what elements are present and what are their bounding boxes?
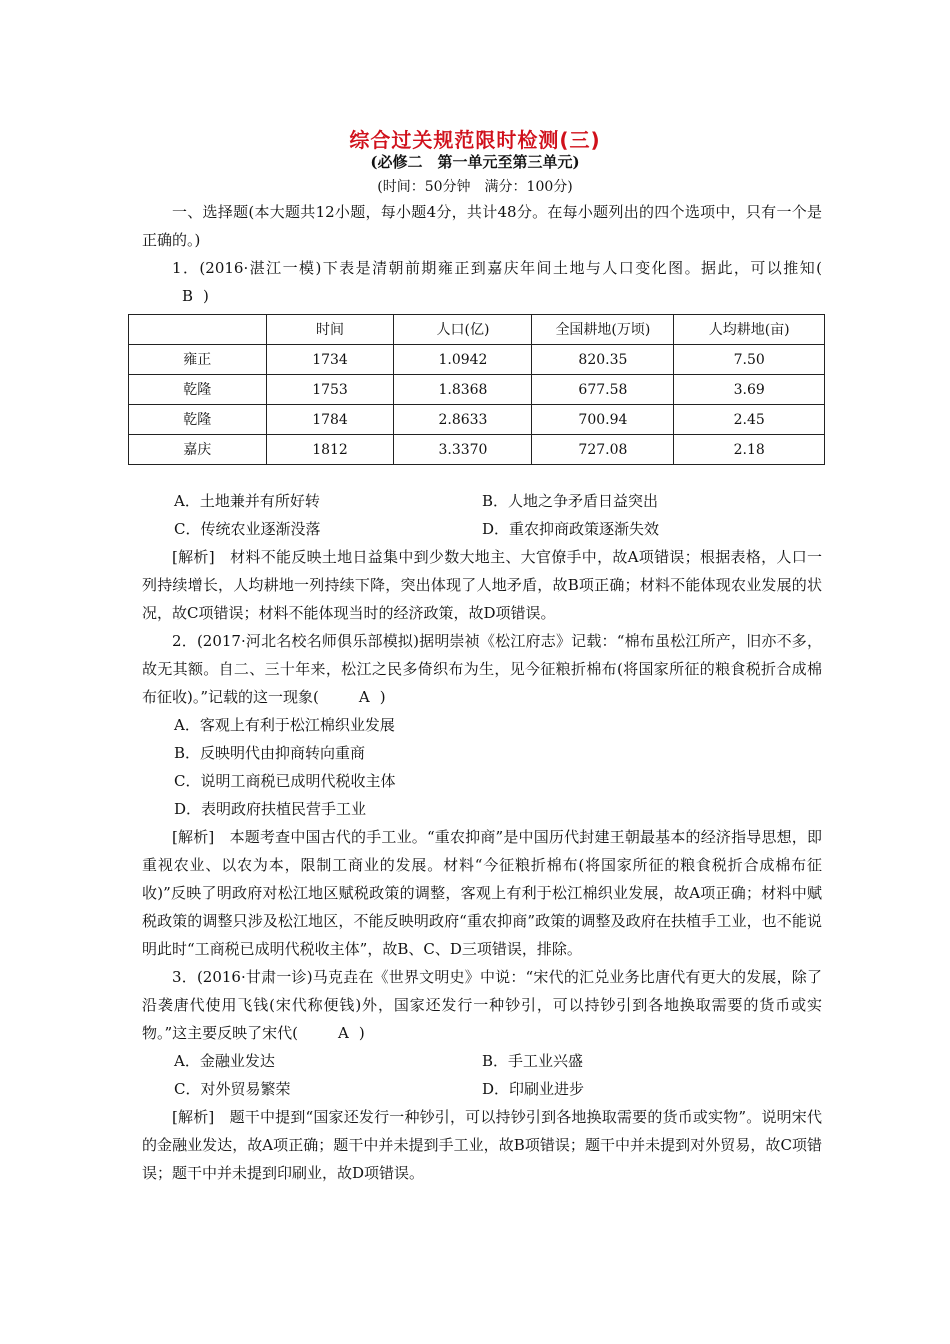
- option-c: C．传统农业逐渐没落: [174, 520, 321, 538]
- table-cell: 677.58: [532, 375, 674, 405]
- table-header-cell: [129, 315, 267, 345]
- question-2-answer: A: [358, 688, 370, 706]
- table-cell: 1784: [266, 405, 394, 435]
- option-a: A．土地兼并有所好转: [174, 492, 320, 510]
- table-header-cell: 人均耕地(亩): [674, 315, 825, 345]
- table-row: [129, 345, 825, 375]
- analysis-tag: [解析]: [172, 828, 215, 846]
- option-d: D．表明政府扶植民营手工业: [174, 800, 367, 818]
- table-cell: 727.08: [532, 435, 674, 465]
- page-subtitle: (必修二 第一单元至第三单元): [370, 153, 580, 171]
- table-cell: 820.35: [532, 345, 674, 375]
- analysis-text: 题干中提到“国家还发行一种钞引，可以持钞引到各地换取需要的货币或实物”。说明宋代的金融业发达，故A项正确；题干中并未提到手工业，故B项错误；题干中并未提到对外贸易，故C项错误；题干中并未提到印刷业，故D项错误。: [142, 1108, 822, 1182]
- time-info: (时间：50分钟 满分：100分): [377, 179, 573, 195]
- question-3-close: ): [358, 1024, 365, 1042]
- table-header-cell: 人口(亿): [394, 315, 532, 345]
- question-3-stem-text: 3．(2016·甘肃一诊)马克垚在《世界文明史》中说：“宋代的汇兑业务比唐代有更大的发展，除了沿袭唐代使用飞钱(宋代称便钱)外，国家还发行一种钞引，可以持钞引到各地换取需要的货币或实物。”这主要反映了宋代(: [142, 968, 822, 1042]
- option-a: A．客观上有利于松江棉织业发展: [174, 716, 395, 734]
- option-b: B．人地之争矛盾日益突出: [482, 492, 659, 510]
- question-2-close: ): [379, 688, 386, 706]
- table-cell: 2.8633: [394, 405, 532, 435]
- table-cell: 7.50: [674, 345, 825, 375]
- question-2-stem: [142, 627, 822, 711]
- table-cell: 3.3370: [394, 435, 532, 465]
- table-cell: 1753: [266, 375, 394, 405]
- table-cell: 700.94: [532, 405, 674, 435]
- analysis-text: 材料不能反映土地日益集中到少数大地主、大官僚手中，故A项错误；根据表格，人口一列持续增长，人均耕地一列持续下降，突出体现了人地矛盾，故B项正确；材料不能体现农业发展的状况，故C项错误；材料不能体现当时的经济政策，故D项错误。: [142, 548, 822, 622]
- analysis-tag: [解析]: [172, 548, 215, 566]
- table-row: [129, 375, 825, 405]
- table-cell: 1.8368: [394, 375, 532, 405]
- option-d: D．重农抑商政策逐渐失效: [482, 520, 660, 538]
- question-1-stem-text: 1．(2016·湛江一模)下表是清朝前期雍正到嘉庆年间土地与人口变化图。据此，可以推知(: [172, 259, 822, 277]
- analysis-tag: [解析]: [172, 1108, 215, 1126]
- question-1-stem: [142, 254, 822, 310]
- table-row: [129, 435, 825, 465]
- question-3-answer: A: [338, 1024, 349, 1042]
- analysis-text: 本题考查中国古代的手工业。“重农抑商”是中国历代封建王朝最基本的经济指导思想，即重视农业、以农为本，限制工商业的发展。材料“今征粮折棉布(将国家所征的粮食税折合成棉布征收)”反映了明政府对松江地区赋税政策的调整，客观上有利于松江棉织业发展，故A项正确；材料中赋税政策的调整只涉及松江地区，不能反映明政府“重农抑商”政策的调整及政府在扶植手工业，也不能说明此时“工商税已成明代税收主体”，故B、C、D三项错误，排除。: [142, 828, 822, 958]
- table-row: [129, 405, 825, 435]
- question-1-close: ): [203, 287, 209, 305]
- question-3-analysis: [142, 1103, 822, 1187]
- question-1-options: [142, 487, 822, 543]
- option-b: B．手工业兴盛: [482, 1052, 584, 1070]
- table-cell: 1734: [266, 345, 394, 375]
- option-b: B．反映明代由抑商转向重商: [174, 744, 366, 762]
- table-header-cell: 时间: [266, 315, 394, 345]
- page-title: 综合过关规范限时检测(三): [349, 128, 601, 152]
- table-cell: 1.0942: [394, 345, 532, 375]
- table-header-row: [129, 315, 825, 345]
- option-a: A．金融业发达: [174, 1052, 275, 1070]
- table-cell: 2.18: [674, 435, 825, 465]
- section-intro: 一、选择题(本大题共12小题，每小题4分，共计48分。在每小题列出的四个选项中，只有一个是正确的。): [142, 203, 822, 249]
- document-body: [142, 198, 822, 1187]
- question-2-analysis: [142, 823, 822, 963]
- question-1-analysis: [142, 543, 822, 627]
- table-cell: 乾隆: [129, 405, 267, 435]
- question-3-stem: [142, 963, 822, 1047]
- option-c: C．对外贸易繁荣: [174, 1080, 291, 1098]
- question-2-stem-text: 2．(2017·河北名校名师俱乐部模拟)据明崇祯《松江府志》记载：“棉布虽松江所产，旧亦不多，故无其额。自二、三十年来，松江之民多倚织布为生，见今征粮折棉布(将国家所征的粮食税折合成棉布征收)。”记载的这一现象(: [142, 632, 822, 706]
- option-d: D．印刷业进步: [482, 1080, 585, 1098]
- population-land-table: [128, 314, 825, 465]
- table-cell: 2.45: [674, 405, 825, 435]
- question-3-options: [142, 1047, 822, 1103]
- question-1-answer: B: [182, 287, 194, 305]
- table-cell: 3.69: [674, 375, 825, 405]
- option-c: C．说明工商税已成明代税收主体: [174, 772, 396, 790]
- table-cell: 1812: [266, 435, 394, 465]
- table-header-cell: 全国耕地(万顷): [532, 315, 674, 345]
- table-cell: 雍正: [129, 345, 267, 375]
- table-cell: 嘉庆: [129, 435, 267, 465]
- table-cell: 乾隆: [129, 375, 267, 405]
